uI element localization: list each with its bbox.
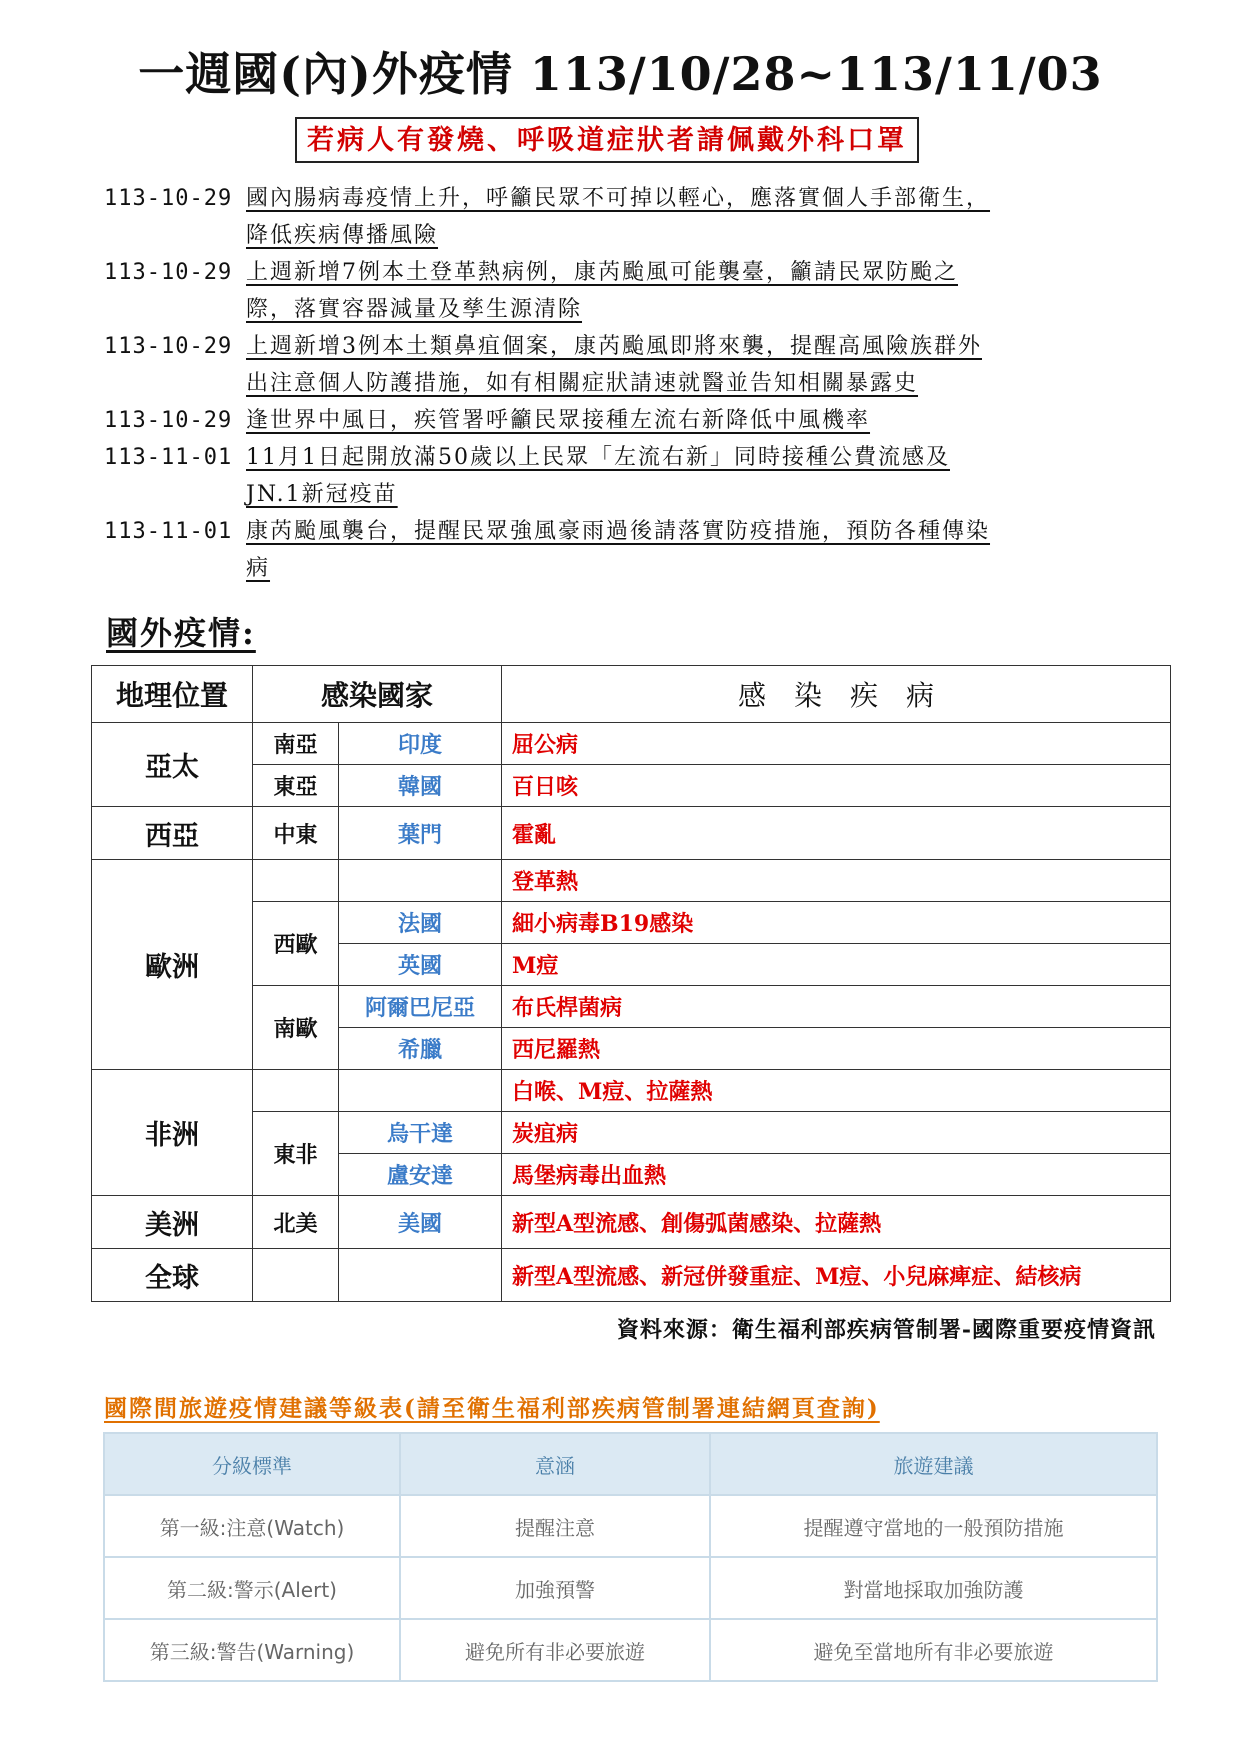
table-row xyxy=(92,986,1171,1028)
header-advice: 旅遊建議 xyxy=(710,1433,1157,1495)
region-cell: 歐洲 xyxy=(92,860,253,1070)
country-cell: 法國 xyxy=(339,902,502,944)
subregion-cell: 西歐 xyxy=(253,902,339,986)
country-cell: 英國 xyxy=(339,944,502,986)
table-row xyxy=(92,860,1171,902)
subregion-cell: 南歐 xyxy=(253,986,339,1070)
country-cell xyxy=(339,1249,502,1302)
header-level: 分級標準 xyxy=(104,1433,400,1495)
region-cell: 美洲 xyxy=(92,1196,253,1249)
disease-cell: 登革熱 xyxy=(502,860,1171,902)
disease-cell: 霍亂 xyxy=(502,807,1171,860)
region-cell: 西亞 xyxy=(92,807,253,860)
disease-cell: 炭疽病 xyxy=(502,1112,1171,1154)
news-date: 113-10-29 xyxy=(104,408,233,433)
header-meaning: 意涵 xyxy=(400,1433,710,1495)
news-item xyxy=(104,254,1144,328)
news-item xyxy=(104,328,1144,402)
table-header-row xyxy=(92,666,1171,723)
subregion-cell: 中東 xyxy=(253,807,339,860)
country-cell: 阿爾巴尼亞 xyxy=(339,986,502,1028)
news-text: 上週新增3例本土類鼻疽個案，康芮颱風即將來襲，提醒高風險族群外 出注意個人防護措施，如有相關症狀請速就醫並告知相關暴露史 xyxy=(246,334,982,396)
disease-cell: 布氏桿菌病 xyxy=(502,986,1171,1028)
table-header-row xyxy=(104,1433,1157,1495)
country-cell: 葉門 xyxy=(339,807,502,860)
advice-cell: 對當地採取加強防護 xyxy=(710,1557,1157,1619)
country-cell xyxy=(339,860,502,902)
table-row xyxy=(92,807,1171,860)
disease-cell: 百日咳 xyxy=(502,765,1171,807)
region-cell: 全球 xyxy=(92,1249,253,1302)
news-text: 國內腸病毒疫情上升，呼籲民眾不可掉以輕心，應落實個人手部衛生， 降低疾病傳播風險 xyxy=(246,186,991,248)
advice-cell: 提醒遵守當地的一般預防措施 xyxy=(710,1495,1157,1557)
table-row xyxy=(92,723,1171,765)
news-text: 康芮颱風襲台，提醒民眾強風豪雨過後請落實防疫措施，預防各種傳染 病 xyxy=(246,519,991,581)
level-cell: 第三級:警告(Warning) xyxy=(104,1619,400,1681)
subregion-cell: 東亞 xyxy=(253,765,339,807)
domestic-news-list xyxy=(104,180,1144,587)
news-item xyxy=(104,513,1144,587)
table-row xyxy=(104,1557,1157,1619)
disease-cell: 新型A型流感、創傷弧菌感染、拉薩熱 xyxy=(502,1196,1171,1249)
news-date: 113-10-29 xyxy=(104,186,233,211)
disease-cell: 細小病毒B19感染 xyxy=(502,902,1171,944)
meaning-cell: 加強預警 xyxy=(400,1557,710,1619)
table-row xyxy=(92,1249,1171,1302)
country-cell: 韓國 xyxy=(339,765,502,807)
news-item xyxy=(104,180,1144,254)
country-cell: 烏干達 xyxy=(339,1112,502,1154)
header-disease: 感 染 疾 病 xyxy=(502,666,1171,723)
news-date: 113-11-01 xyxy=(104,519,233,544)
country-cell: 盧安達 xyxy=(339,1154,502,1196)
news-text: 上週新增7例本土登革熱病例，康芮颱風可能襲臺，籲請民眾防颱之 際，落實容器減量及孳生源清除 xyxy=(246,260,958,322)
subregion-cell: 南亞 xyxy=(253,723,339,765)
news-date: 113-11-01 xyxy=(104,445,233,470)
header-location: 地理位置 xyxy=(92,666,253,723)
travel-advisory-heading: 國際間旅遊疫情建議等級表(請至衛生福利部疾病管制署連結網頁查詢) xyxy=(104,1395,880,1422)
table-row xyxy=(92,902,1171,944)
disease-cell: M痘 xyxy=(502,944,1171,986)
country-cell xyxy=(339,1070,502,1112)
news-item xyxy=(104,402,1144,439)
table-row xyxy=(104,1619,1157,1681)
news-text: 11月1日起開放滿50歲以上民眾「左流右新」同時接種公費流感及 JN.1新冠疫苗 xyxy=(246,445,950,507)
table-row xyxy=(92,1112,1171,1154)
news-date: 113-10-29 xyxy=(104,260,233,285)
level-cell: 第一級:注意(Watch) xyxy=(104,1495,400,1557)
subregion-cell xyxy=(253,860,339,902)
region-cell: 非洲 xyxy=(92,1070,253,1196)
country-cell: 美國 xyxy=(339,1196,502,1249)
disease-cell: 新型A型流感、新冠併發重症、M痘、小兒麻痺症、結核病 xyxy=(502,1249,1171,1302)
subregion-cell: 東非 xyxy=(253,1112,339,1196)
subregion-cell xyxy=(253,1249,339,1302)
travel-levels-table xyxy=(103,1432,1158,1682)
overseas-epidemic-table xyxy=(91,665,1171,1302)
page-title: 一週國(內)外疫情 113/10/28~113/11/03 xyxy=(138,47,1103,101)
table-row xyxy=(92,1196,1171,1249)
news-text: 逢世界中風日，疾管署呼籲民眾接種左流右新降低中風機率 xyxy=(246,408,871,433)
data-source: 資料來源：衛生福利部疾病管制署-國際重要疫情資訊 xyxy=(616,1317,1156,1343)
news-date: 113-10-29 xyxy=(104,334,233,359)
advice-cell: 避免至當地所有非必要旅遊 xyxy=(710,1619,1157,1681)
disease-cell: 屈公病 xyxy=(502,723,1171,765)
disease-cell: 西尼羅熱 xyxy=(502,1028,1171,1070)
subregion-cell xyxy=(253,1070,339,1112)
meaning-cell: 提醒注意 xyxy=(400,1495,710,1557)
country-cell: 印度 xyxy=(339,723,502,765)
subregion-cell: 北美 xyxy=(253,1196,339,1249)
mask-notice: 若病人有發燒、呼吸道症狀者請佩戴外科口罩 xyxy=(295,117,919,163)
region-cell: 亞太 xyxy=(92,723,253,807)
table-row xyxy=(92,1070,1171,1112)
disease-cell: 白喉、M痘、拉薩熱 xyxy=(502,1070,1171,1112)
table-row xyxy=(92,765,1171,807)
header-country: 感染國家 xyxy=(253,666,502,723)
overseas-heading: 國外疫情: xyxy=(106,614,256,652)
table-row xyxy=(104,1495,1157,1557)
news-item xyxy=(104,439,1144,513)
disease-cell: 馬堡病毒出血熱 xyxy=(502,1154,1171,1196)
country-cell: 希臘 xyxy=(339,1028,502,1070)
meaning-cell: 避免所有非必要旅遊 xyxy=(400,1619,710,1681)
level-cell: 第二級:警示(Alert) xyxy=(104,1557,400,1619)
